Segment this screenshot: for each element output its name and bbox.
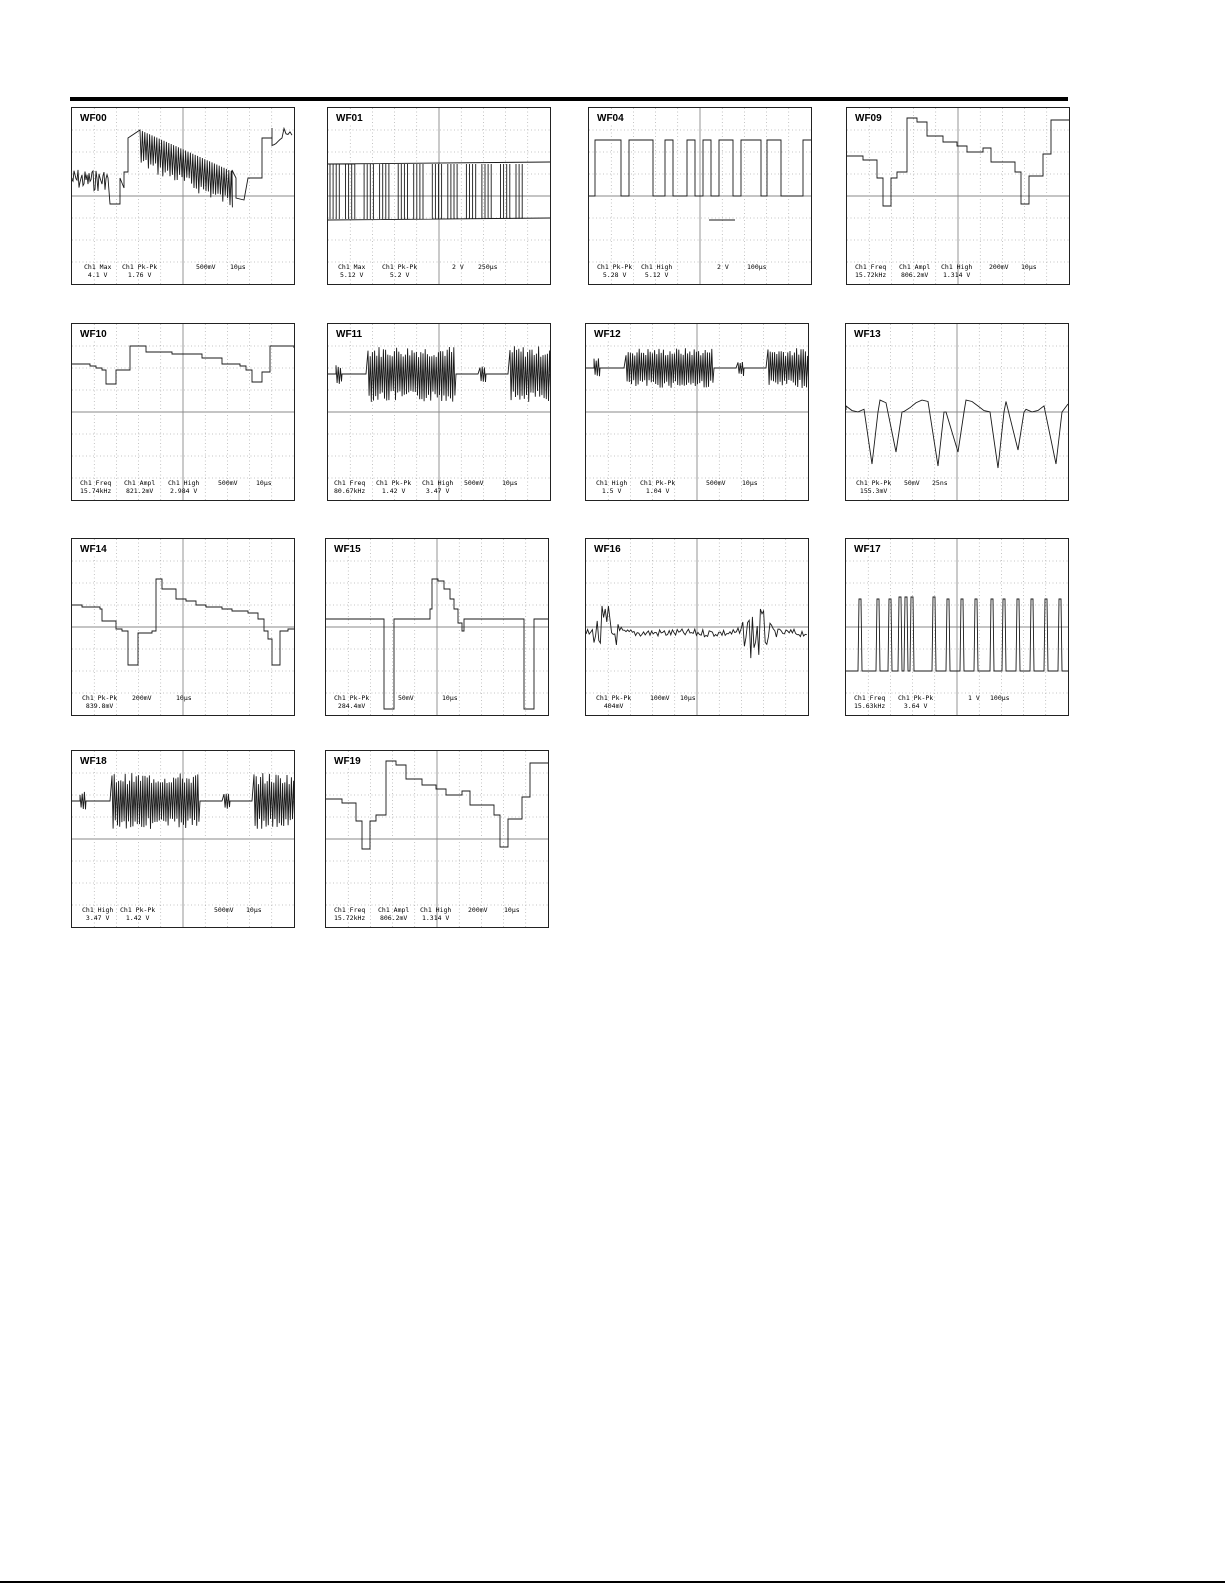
readout-name: 200mV xyxy=(468,905,488,914)
readout-value: 155.3mV xyxy=(859,486,888,495)
readout xyxy=(856,480,891,495)
readout-value: 5.28 V xyxy=(602,270,627,279)
readout xyxy=(334,907,365,922)
readout xyxy=(80,480,111,495)
readout-name: Ch1 High xyxy=(596,479,628,487)
measurement-readouts xyxy=(326,692,548,710)
waveform-id: WF04 xyxy=(597,113,624,124)
readout-name: Ch1 Freq xyxy=(855,263,887,271)
waveform-id: WF01 xyxy=(336,113,363,124)
readout xyxy=(452,264,464,272)
readout-value: 839.8mV xyxy=(85,701,114,710)
readout-value: 15.74kHz xyxy=(80,486,112,495)
readout xyxy=(382,264,417,279)
readout-name: Ch1 Max xyxy=(84,263,112,271)
oscilloscope-panel xyxy=(325,750,549,928)
readout-name: 100mV xyxy=(650,693,670,702)
graticule xyxy=(72,108,294,284)
readout-name: Ch1 Ampl xyxy=(124,479,156,487)
readout-name: 10µs xyxy=(256,478,272,487)
readout-value: 404mV xyxy=(603,701,624,710)
readout xyxy=(478,264,498,272)
readout-name: Ch1 Pk-Pk xyxy=(120,906,156,914)
waveform-id: WF17 xyxy=(854,544,881,555)
readout-name: 10µs xyxy=(502,478,518,487)
readout-name: Ch1 Pk-Pk xyxy=(82,694,118,702)
readout-name: Ch1 Pk-Pk xyxy=(898,694,934,702)
readout xyxy=(196,264,216,272)
waveform-id: WF15 xyxy=(334,544,361,555)
readout-value: 806.2mV xyxy=(379,913,408,922)
readout-name: 2 V xyxy=(717,262,729,271)
readout-name: Ch1 Pk-Pk xyxy=(597,263,633,271)
readout xyxy=(420,907,451,922)
waveform-display xyxy=(326,751,548,927)
waveform-display xyxy=(72,751,294,927)
readout-value: 1.76 V xyxy=(127,270,152,279)
readout xyxy=(968,695,980,703)
readout-name: Ch1 Pk-Pk xyxy=(376,479,412,487)
readout-name: 500mV xyxy=(218,478,238,487)
waveform-display xyxy=(586,539,808,715)
graticule xyxy=(847,108,1069,284)
waveform-display xyxy=(72,324,294,500)
oscilloscope-panel xyxy=(845,323,1069,501)
measurement-readouts xyxy=(72,261,294,279)
readout-value: 806.2mV xyxy=(900,270,929,279)
waveform-id: WF11 xyxy=(336,329,363,340)
waveform-display xyxy=(846,539,1068,715)
readout xyxy=(504,907,520,915)
readout xyxy=(680,695,696,703)
waveform-display xyxy=(72,539,294,715)
waveform-id: WF09 xyxy=(855,113,882,124)
waveform-trace xyxy=(586,606,807,658)
readout-name: 10µs xyxy=(504,905,520,914)
readout xyxy=(230,264,246,272)
readout-name: Ch1 Pk-Pk xyxy=(334,694,370,702)
readout xyxy=(214,907,234,915)
readout xyxy=(1021,264,1037,272)
readout xyxy=(597,264,632,279)
readout-name: Ch1 Freq xyxy=(854,694,886,702)
readout-value: 15.72kHz xyxy=(334,913,366,922)
readout-name: Ch1 Freq xyxy=(334,906,366,914)
readout xyxy=(422,480,453,495)
waveform-display xyxy=(326,539,548,715)
oscilloscope-panel xyxy=(71,107,295,285)
readout-name: 200mV xyxy=(132,693,152,702)
readout xyxy=(334,480,365,495)
measurement-readouts xyxy=(72,904,294,922)
measurement-readouts xyxy=(846,692,1068,710)
graticule xyxy=(328,108,550,284)
readout xyxy=(124,480,155,495)
oscilloscope-panel xyxy=(588,107,812,285)
measurement-readouts xyxy=(586,692,808,710)
waveform-id: WF18 xyxy=(80,756,107,767)
readout-name: 10µs xyxy=(680,693,696,702)
waveform-id: WF12 xyxy=(594,329,621,340)
waveform-trace xyxy=(72,128,292,207)
readout xyxy=(398,695,414,703)
readout xyxy=(932,480,948,488)
readout-name: 10µs xyxy=(246,905,262,914)
waveform-display xyxy=(846,324,1068,500)
readout xyxy=(122,264,157,279)
readout xyxy=(854,695,885,710)
readout-name: Ch1 Pk-Pk xyxy=(596,694,632,702)
oscilloscope-panel xyxy=(585,538,809,716)
readout xyxy=(706,480,726,488)
waveform-display xyxy=(328,108,550,284)
readout-name: 100µs xyxy=(990,693,1010,702)
readout-name: 500mV xyxy=(196,262,216,271)
readout xyxy=(84,264,111,279)
oscilloscope-panel xyxy=(585,323,809,501)
readout-name: 10µs xyxy=(742,478,758,487)
readout xyxy=(989,264,1009,272)
readout-value: 1.42 V xyxy=(125,913,150,922)
readout-name: 10µs xyxy=(176,693,192,702)
readout-name: Ch1 Freq xyxy=(334,479,366,487)
readout-name: 200mV xyxy=(989,262,1009,271)
readout-name: 500mV xyxy=(464,478,484,487)
waveform-id: WF10 xyxy=(80,329,107,340)
readout-name: Ch1 Ampl xyxy=(899,263,931,271)
readout-name: 2 V xyxy=(452,262,464,271)
readout-value: 284.4mV xyxy=(337,701,366,710)
readout-name: Ch1 High xyxy=(82,906,114,914)
oscilloscope-panel xyxy=(327,107,551,285)
waveform-id: WF13 xyxy=(854,329,881,340)
readout-name: 100µs xyxy=(747,262,767,271)
readout-value: 1.04 V xyxy=(645,486,670,495)
readout-name: 250µs xyxy=(478,262,498,271)
readout-name: Ch1 High xyxy=(420,906,452,914)
readout-name: Ch1 High xyxy=(941,263,973,271)
oscilloscope-panel xyxy=(327,323,551,501)
measurement-readouts xyxy=(589,261,811,279)
readout xyxy=(464,480,484,488)
readout-value: 3.47 V xyxy=(85,913,110,922)
readout xyxy=(941,264,972,279)
waveform-id: WF19 xyxy=(334,756,361,767)
readout-name: Ch1 Max xyxy=(338,263,366,271)
readout xyxy=(376,480,411,495)
readout xyxy=(246,907,262,915)
measurement-readouts xyxy=(328,261,550,279)
readout-name: Ch1 High xyxy=(168,479,200,487)
readout-value: 4.1 V xyxy=(87,270,108,279)
waveform-id: WF00 xyxy=(80,113,107,124)
waveform-display xyxy=(72,108,294,284)
readout xyxy=(717,264,729,272)
readout-name: Ch1 Ampl xyxy=(378,906,410,914)
graticule xyxy=(326,751,548,927)
readout xyxy=(338,264,365,279)
oscilloscope-panel xyxy=(325,538,549,716)
readout xyxy=(990,695,1010,703)
readout-value: 3.64 V xyxy=(903,701,928,710)
readout-value: 821.2mV xyxy=(125,486,154,495)
readout-name: 1 V xyxy=(968,693,980,702)
oscilloscope-panel xyxy=(71,323,295,501)
readout-name: Ch1 Pk-Pk xyxy=(640,479,676,487)
readout-name: 10µs xyxy=(230,262,246,271)
readout-value: 3.47 V xyxy=(425,486,450,495)
readout xyxy=(442,695,458,703)
graticule xyxy=(326,539,548,715)
graticule xyxy=(72,539,294,715)
graticule xyxy=(846,324,1068,500)
readout xyxy=(596,695,631,710)
readout xyxy=(898,695,933,710)
waveform-display xyxy=(586,324,808,500)
graticule xyxy=(586,539,808,715)
oscilloscope-panel xyxy=(846,107,1070,285)
measurement-readouts xyxy=(72,477,294,495)
readout-value: 1.5 V xyxy=(601,486,622,495)
waveform-id: WF14 xyxy=(80,544,107,555)
readout-name: 500mV xyxy=(214,905,234,914)
readout-value: 1.314 V xyxy=(421,913,450,922)
readout xyxy=(742,480,758,488)
readout xyxy=(596,480,627,495)
readout xyxy=(468,907,488,915)
graticule xyxy=(72,324,294,500)
measurement-readouts xyxy=(326,904,548,922)
readout xyxy=(640,480,675,495)
measurement-readouts xyxy=(72,692,294,710)
measurement-readouts xyxy=(586,477,808,495)
readout xyxy=(650,695,670,703)
readout xyxy=(641,264,672,279)
readout-value: 80.67kHz xyxy=(334,486,366,495)
readout xyxy=(502,480,518,488)
readout-value: 5.2 V xyxy=(389,270,410,279)
oscilloscope-panel xyxy=(845,538,1069,716)
readout-name: 50mV xyxy=(398,693,414,702)
readout xyxy=(334,695,369,710)
readout xyxy=(132,695,152,703)
readout-value: 1.42 V xyxy=(381,486,406,495)
readout xyxy=(378,907,409,922)
readout xyxy=(256,480,272,488)
oscilloscope-panel xyxy=(71,538,295,716)
readout xyxy=(855,264,886,279)
graticule xyxy=(586,324,808,500)
readout xyxy=(899,264,930,279)
readout-name: 50mV xyxy=(904,478,920,487)
readout-name: 25ns xyxy=(932,478,948,487)
bottom-rule xyxy=(0,1581,1225,1583)
top-rule xyxy=(70,97,1068,101)
readout-name: Ch1 High xyxy=(422,479,454,487)
readout-name: Ch1 Pk-Pk xyxy=(122,263,158,271)
readout-name: 10µs xyxy=(1021,262,1037,271)
readout xyxy=(747,264,767,272)
readout-name: Ch1 Freq xyxy=(80,479,112,487)
readout xyxy=(120,907,155,922)
waveform-display xyxy=(589,108,811,284)
readout xyxy=(82,907,113,922)
readout-value: 2.984 V xyxy=(169,486,198,495)
readout xyxy=(218,480,238,488)
readout xyxy=(168,480,199,495)
readout-name: 10µs xyxy=(442,693,458,702)
readout-name: Ch1 Pk-Pk xyxy=(856,479,892,487)
waveform-display xyxy=(847,108,1069,284)
readout-value: 1.314 V xyxy=(942,270,971,279)
measurement-readouts xyxy=(328,477,550,495)
readout xyxy=(82,695,117,710)
readout-name: Ch1 Pk-Pk xyxy=(382,263,418,271)
oscilloscope-panel xyxy=(71,750,295,928)
readout-value: 5.12 V xyxy=(339,270,364,279)
waveform-id: WF16 xyxy=(594,544,621,555)
measurement-readouts xyxy=(846,477,1068,495)
readout-value: 5.12 V xyxy=(644,270,669,279)
readout-name: Ch1 High xyxy=(641,263,673,271)
readout xyxy=(176,695,192,703)
readout-value: 15.72kHz xyxy=(855,270,887,279)
readout xyxy=(904,480,920,488)
readout-name: 500mV xyxy=(706,478,726,487)
measurement-readouts xyxy=(847,261,1069,279)
waveform-display xyxy=(328,324,550,500)
readout-value: 15.63kHz xyxy=(854,701,886,710)
